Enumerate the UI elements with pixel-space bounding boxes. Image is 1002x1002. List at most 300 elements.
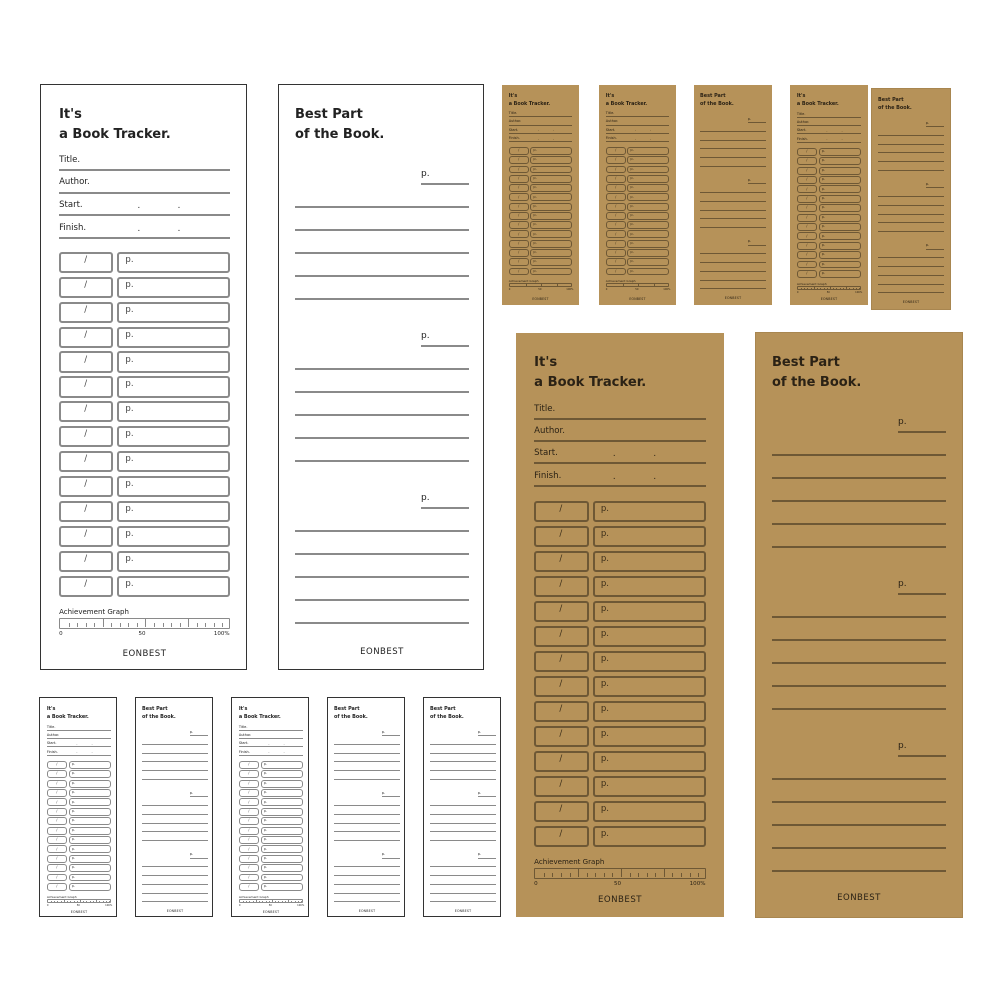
row-slash: / [84,304,88,315]
graph-tick [262,901,263,903]
field-finish-label: Finish. [508,136,520,141]
section-line [334,884,400,885]
book-tracker-card [502,85,579,305]
graph-tick [545,286,546,287]
field-title-line [47,730,111,731]
graph-tick [516,286,517,287]
section-line [700,201,766,202]
section-page-line [478,858,496,859]
section-line [700,271,766,272]
field-title-line [509,116,573,117]
graph-label: Achievement Graph [508,279,539,284]
section-line [295,298,469,300]
field-start-line [606,133,670,134]
graph-tick [661,286,662,287]
graph-tick [698,873,699,877]
graph-tick [214,623,215,627]
graph-tick [595,873,596,877]
graph-tick [836,288,837,290]
row-page-box [593,676,706,697]
row-slash: / [84,528,88,539]
graph-tick [513,286,514,287]
row-slash: / [615,185,617,190]
graph-tick [57,901,58,903]
row-page-mark: p. [125,279,134,290]
graph-tick [856,288,857,290]
row-page-mark: p. [125,354,134,365]
graph-tick [610,286,611,287]
section-line [878,231,944,232]
graph-tick [243,901,244,903]
brand-label: EONBEST [902,299,920,304]
section-line [878,214,944,215]
row-page-mark: p. [600,528,609,539]
row-slash: / [84,279,88,290]
graph-tick [629,286,630,287]
section-line [700,227,766,228]
graph-label-0: 0 [508,288,511,292]
section-line [430,884,496,885]
row-slash: / [615,157,617,162]
field-start-label: Start. [796,128,807,133]
title-line-1: It's [605,93,615,100]
section-page-mark: p. [925,182,930,187]
field-start-line [239,746,303,747]
achievement-graph-bar [606,283,670,287]
section-page-line [748,245,766,246]
section-line [772,639,946,641]
row-page-box [117,302,230,323]
field-start-line [509,133,573,134]
section-page-mark: p. [421,493,430,503]
graph-tick [647,873,648,877]
row-slash: / [248,818,250,823]
graph-tick [256,900,257,903]
section-line [295,414,469,416]
row-page-box [117,526,230,547]
graph-tick [612,873,613,877]
row-page-mark: p. [533,240,537,245]
section-line [142,761,208,762]
graph-tick [96,900,97,903]
row-page-mark: p. [263,790,268,795]
row-page-mark: p. [630,213,634,218]
graph-tick [619,286,620,287]
graph-tick [295,901,296,903]
row-page-mark: p. [821,167,826,172]
graph-tick [120,623,121,627]
section-page-line [382,735,400,736]
section-page-line [926,187,944,188]
row-slash: / [518,157,520,162]
section-line [430,831,496,832]
section-page-mark: p. [747,116,752,121]
row-page-mark: p. [533,194,537,199]
row-page-box [593,526,706,547]
row-page-mark: p. [821,148,826,153]
graph-tick [538,286,539,287]
section-line [700,280,766,281]
best-part-card [423,697,501,917]
row-slash: / [615,194,617,199]
graph-tick [519,286,520,287]
section-line [700,148,766,149]
row-slash: / [56,855,58,860]
graph-tick [638,873,639,877]
row-slash: / [56,771,58,776]
section-line [878,152,944,153]
graph-tick [552,873,553,877]
row-slash: / [248,837,250,842]
brand-label: EONBEST [532,296,549,301]
row-page-box [593,751,706,772]
section-line [334,770,400,771]
graph-tick [86,623,87,627]
row-page-mark: p. [125,429,134,440]
graph-tick [74,901,75,903]
graph-tick [83,901,84,903]
graph-label-50: 50 [538,288,542,292]
graph-tick [681,873,682,877]
achievement-graph-bar [59,618,230,629]
field-author-label: Author. [508,119,522,124]
section-line [142,779,208,780]
graph-tick [561,873,562,877]
field-start-sep-2: . [649,127,651,132]
section-line [772,870,946,872]
graph-tick [275,901,276,903]
section-page-line [898,593,946,595]
section-line [142,893,208,894]
graph-tick [817,288,818,290]
row-page-mark: p. [71,790,76,795]
field-start-label: Start. [508,127,519,132]
field-title-label: Title. [46,724,56,729]
section-line [295,576,469,578]
graph-tick [554,286,555,287]
row-page-mark: p. [71,827,76,832]
row-slash: / [248,790,250,795]
row-slash: / [56,818,58,823]
section-line [334,831,400,832]
graph-tick [259,901,260,903]
section-line [772,801,946,803]
title-line-1: Best Part [878,97,904,104]
row-slash: / [84,479,88,490]
section-page-line [421,183,469,185]
row-page-mark: p. [821,195,826,200]
section-page-line [190,858,208,859]
row-page-box [117,327,230,348]
section-line [142,744,208,745]
row-slash: / [615,240,617,245]
row-page-mark: p. [600,628,609,639]
row-page-mark: p. [533,222,537,227]
field-author-line [509,125,573,126]
title-line-2: a Book Tracker. [534,375,647,391]
field-start-sep-2: . [91,741,93,746]
section-line [295,391,469,393]
graph-tick [690,873,691,877]
row-slash: / [615,148,617,153]
section-line [295,622,469,624]
section-page-mark: p. [747,178,752,183]
title-line-1: Best Part [142,706,168,713]
graph-tick [69,623,70,627]
graph-tick [253,901,254,903]
graph-tick [171,623,172,627]
section-page-mark: p. [189,729,194,734]
section-line [700,288,766,289]
title-line-2: a Book Tracker. [796,100,839,107]
field-author-line [606,125,670,126]
section-line [430,753,496,754]
row-slash: / [806,252,808,257]
title-line-1: It's [534,355,558,371]
graph-tick [616,286,617,287]
row-page-mark: p. [263,818,268,823]
row-page-mark: p. [600,804,609,815]
field-finish-sep-2: . [177,223,181,234]
section-page-mark: p. [421,331,430,341]
field-author-line [59,192,230,194]
row-slash: / [806,242,808,247]
graph-tick [77,623,78,627]
graph-tick [532,286,533,287]
section-line [334,814,400,815]
row-page-mark: p. [533,268,537,273]
row-page-box [117,451,230,472]
title-line-2: a Book Tracker. [46,713,89,720]
row-slash: / [248,846,250,851]
section-page-mark: p. [898,579,907,589]
row-page-mark: p. [263,799,268,804]
row-slash: / [806,186,808,191]
graph-tick [664,286,665,287]
graph-tick [827,288,828,290]
row-page-mark: p. [600,779,609,790]
row-slash: / [248,771,250,776]
row-slash: / [84,379,88,390]
graph-tick [664,869,665,877]
row-page-mark: p. [533,203,537,208]
graph-tick [557,284,558,287]
graph-tick [103,901,104,903]
field-start-sep-1: . [537,127,539,132]
section-page-line [748,183,766,184]
best-part-card [872,89,950,309]
row-page-mark: p. [533,175,537,180]
row-slash: / [248,799,250,804]
row-slash: / [248,855,250,860]
section-line [334,840,400,841]
row-slash: / [248,761,250,766]
graph-tick [604,873,605,877]
row-page-box [117,252,230,273]
row-page-mark: p. [630,203,634,208]
graph-tick [288,900,289,903]
section-line [142,866,208,867]
section-page-mark: p. [925,243,930,248]
section-line [772,708,946,710]
graph-tick [137,623,138,627]
book-tracker-card [40,84,247,670]
title-line-2: a Book Tracker. [59,127,171,143]
graph-tick [86,901,87,903]
row-page-mark: p. [125,528,134,539]
graph-tick [824,288,825,290]
field-finish-sep-1: . [137,223,141,234]
field-start-sep-2: . [552,127,554,132]
section-line [772,477,946,479]
row-page-mark: p. [125,304,134,315]
row-slash: / [56,846,58,851]
row-page-box [117,426,230,447]
row-slash: / [84,354,88,365]
section-page-mark: p. [747,239,752,244]
title-line-2: of the Book. [430,713,464,720]
graph-label-50: 50 [826,290,830,294]
section-line [334,875,400,876]
row-slash: / [559,829,563,840]
row-page-box [593,501,706,522]
title-line-1: Best Part [334,706,360,713]
row-slash: / [248,865,250,870]
section-line [700,131,766,132]
graph-tick [298,901,299,903]
field-finish-line [534,485,706,487]
graph-tick [291,901,292,903]
field-finish-sep-1: . [634,136,636,141]
section-line [430,770,496,771]
graph-tick [106,901,107,903]
section-line [772,824,946,826]
row-page-mark: p. [533,259,537,264]
field-finish-sep-2: . [653,472,657,483]
field-finish-sep-1: . [268,750,270,755]
graph-tick [635,286,636,287]
graph-label-0: 0 [796,290,799,294]
graph-tick [638,284,639,287]
graph-label: Achievement Graph [59,606,129,616]
row-slash: / [248,808,250,813]
field-start-line [797,133,861,134]
row-page-mark: p. [821,271,826,276]
achievement-graph-bar [534,868,706,879]
section-line [334,866,400,867]
book-tracker-card [599,85,676,305]
row-slash: / [84,454,88,465]
row-slash: / [56,790,58,795]
section-line [772,546,946,548]
row-slash: / [248,827,250,832]
row-page-mark: p. [600,754,609,765]
achievement-graph-bar [47,899,111,903]
brand-label: EONBEST [837,893,881,903]
graph-tick [282,901,283,903]
row-slash: / [518,166,520,171]
row-page-box [593,826,706,847]
graph-tick [278,901,279,903]
graph-tick [109,901,110,903]
section-page-mark: p. [477,791,482,796]
row-page-mark: p. [821,186,826,191]
row-page-mark: p. [821,233,826,238]
row-page-box [117,576,230,597]
field-author-label: Author. [796,119,810,124]
row-page-box [117,501,230,522]
graph-label: Achievement Graph [238,894,269,899]
field-finish-label: Finish. [534,471,562,482]
field-title-label: Title. [238,724,248,729]
row-page-mark: p. [263,808,268,813]
section-page-line [190,796,208,797]
graph-tick [51,901,52,903]
row-slash: / [559,703,563,714]
row-slash: / [806,177,808,182]
row-page-mark: p. [533,213,537,218]
field-start-sep-1: . [268,741,270,746]
title-line-2: of the Book. [878,104,912,111]
row-slash: / [56,808,58,813]
row-slash: / [248,884,250,889]
row-page-mark: p. [263,837,268,842]
section-line [430,761,496,762]
section-line [700,262,766,263]
row-page-mark: p. [263,827,268,832]
section-page-line [926,249,944,250]
row-slash: / [518,268,520,273]
section-page-mark: p. [898,741,907,751]
row-slash: / [248,780,250,785]
row-page-mark: p. [71,837,76,842]
row-page-mark: p. [125,504,134,515]
section-line [142,884,208,885]
field-title-label: Title. [605,111,615,116]
field-author-line [534,440,706,442]
book-tracker-card [790,85,868,305]
title-line-1: It's [46,706,56,713]
row-page-mark: p. [125,329,134,340]
section-line [772,616,946,618]
title-line-2: a Book Tracker. [605,100,648,107]
title-line-1: Best Part [295,107,363,122]
graph-tick [654,284,655,287]
graph-label-50: 50 [76,903,80,907]
graph-tick [651,286,652,287]
graph-tick [814,287,815,290]
section-line [334,901,400,902]
section-line [700,210,766,211]
section-page-mark: p. [477,852,482,857]
field-finish-sep-2: . [91,750,93,755]
row-page-mark: p. [125,404,134,415]
row-page-mark: p. [630,231,634,236]
field-author-line [47,738,111,739]
field-start-label: Start. [46,741,57,746]
field-start-label: Start. [605,127,616,132]
section-line [295,229,469,231]
section-line [334,744,400,745]
row-page-mark: p. [125,553,134,564]
field-start-sep-1: . [76,741,78,746]
graph-tick [285,901,286,903]
row-slash: / [806,261,808,266]
graph-label-100: 100% [213,630,230,637]
section-page-line [898,755,946,757]
section-line [334,823,400,824]
row-page-mark: p. [263,884,268,889]
